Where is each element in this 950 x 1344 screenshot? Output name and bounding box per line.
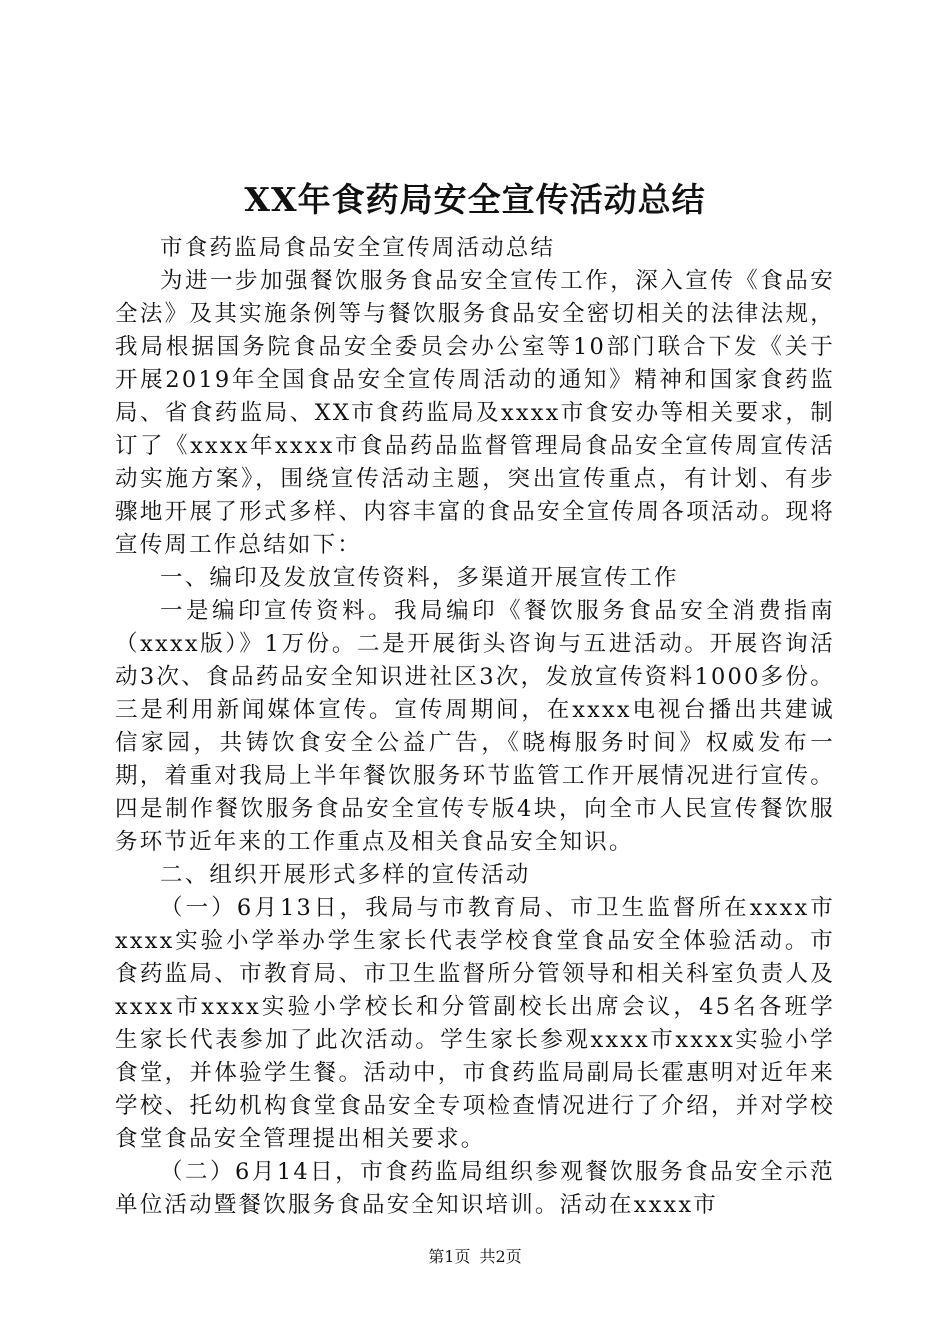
paragraph-intro: 为进一步加强餐饮服务食品安全宣传工作，深入宣传《食品安全法》及其实施条例等与餐饮服务食品安全密切相关的法律法规，我局根据国务院食品安全委员会办公室等10部门联合下发《关于开展2019年全国食品安全宣传周活动的通知》精神和国家食药监局、省食药监局、XX市食药监局及xxxx市食安办等相关要求，制订了《xxxx年xxxx市食品药品监督管理局食品安全宣传周宣传活动实施方案》，围绕宣传活动主题，突出宣传重点，有计划、有步骤地开展了形式多样、内容丰富的食品安全宣传周各项活动。现将宣传周工作总结如下： — [115, 268, 835, 558]
paragraph-subtitle: 市食药监局食品安全宣传周活动总结 — [160, 235, 556, 261]
section-heading-2: 二、组织开展形式多样的宣传活动 — [160, 862, 531, 888]
paragraph-item-1: （一）6月13日，我局与市教育局、市卫生监督所在xxxx市xxxx实验小学举办学生家长代表学校食堂食品安全体验活动。市食药监局、市教育局、市卫生监督所分管领导和相关科室负责人及xxxx市xxxx实验小学校长和分管副校长出席会议，45名各班学生家长代表参加了此次活动。学生家长参观xxxx市xxxx实验小学食堂，并体验学生餐。活动中，市食药监局副局长霍惠明对近年来学校、托幼机构食堂食品安全专项检查情况进行了介绍，并对学校食堂食品安全管理提出相关要求。 — [115, 895, 835, 1152]
section-heading-1: 一、编印及发放宣传资料，多渠道开展宣传工作 — [160, 565, 679, 591]
page-number: 第1页 — [428, 1247, 471, 1266]
page-footer — [0, 1247, 950, 1267]
paragraph-item-2: （二）6月14日，市食药监局组织参观餐饮服务食品安全示范单位活动暨餐饮服务食品安全知识培训。活动在xxxx市 — [115, 1159, 835, 1218]
document-title: XX年食药局安全宣传活动总结 — [244, 180, 706, 219]
document-body — [115, 232, 835, 1222]
paragraph-section-1: 一是编印宣传资料。我局编印《餐饮服务食品安全消费指南（xxxx版）》1万份。二是开展街头咨询与五进活动。开展咨询活动3次、食品药品安全知识进社区3次，发放宣传资料1000多份。三是利用新闻媒体宣传。宣传周期间，在xxxx电视台播出共建诚信家园，共铸饮食安全公益广告，《晓梅服务时间》权威发布一期，着重对我局上半年餐饮服务环节监管工作开展情况进行宣传。四是制作餐饮服务食品安全宣传专版4块，向全市人民宣传餐饮服务环节近年来的工作重点及相关食品安全知识。 — [115, 598, 835, 855]
page-total: 共2页 — [479, 1247, 522, 1266]
